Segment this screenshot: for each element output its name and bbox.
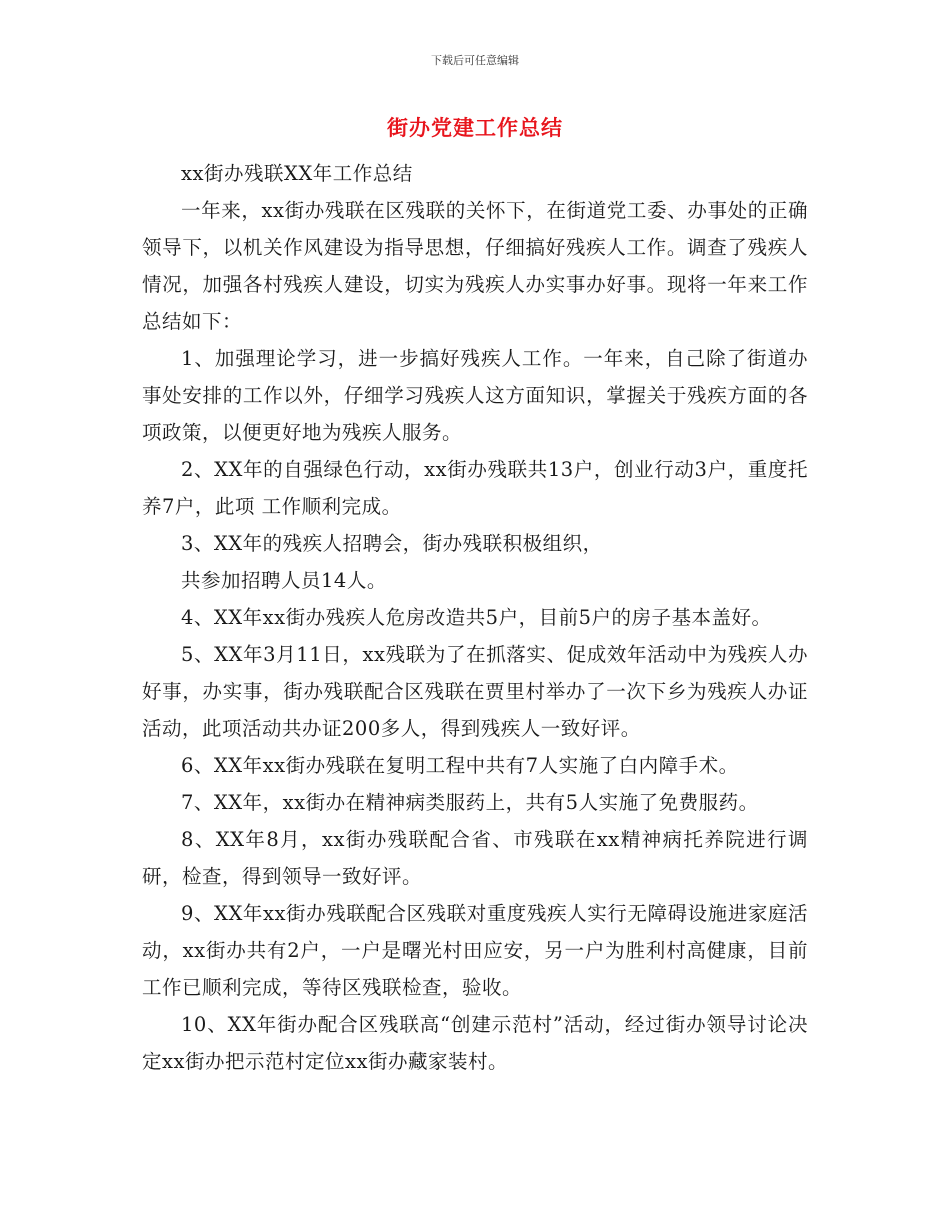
paragraph-item-8: 8、XX年8月，xx街办残联配合省、市残联在xx精神病托养院进行调研，检查，得到领导一致好评。 [142, 828, 808, 888]
paragraph-item-3-continued: 共参加招聘人员14人。 [181, 569, 387, 592]
paragraph-subtitle: xx街办残联XX年工作总结 [181, 162, 413, 185]
paragraph-item-5: 5、XX年3月11日，xx残联为了在抓落实、促成效年活动中为残疾人办好事，办实事，街办残联配合区残联在贾里村举办了一次下乡为残疾人办证活动，此项活动共办证200多人，得到残疾人一致好评。 [142, 643, 808, 740]
paragraph-item-2: 2、XX年的自强绿色行动，xx街办残联共13户，创业行动3户，重度托养7户，此项 工作顺利完成。 [142, 458, 808, 518]
document-title: 街办党建工作总结 [387, 116, 563, 140]
paragraph-item-9: 9、XX年xx街办残联配合区残联对重度残疾人实行无障碍设施进家庭活动，xx街办共有2户，一户是曙光村田应安，另一户为胜利村高健康，目前工作已顺利完成，等待区残联检查，验收。 [142, 902, 808, 999]
paragraph-intro: 一年来，xx街办残联在区残联的关怀下，在街道党工委、办事处的正确领导下，以机关作风建设为指导思想，仔细搞好残疾人工作。调查了残疾人情况，加强各村残疾人建设，切实为残疾人办实事办好事。现将一年来工作总结如下： [142, 199, 808, 333]
paragraph-item-6: 6、XX年xx街办残联在复明工程中共有7人实施了白内障手术。 [181, 754, 739, 777]
header-note: 下载后可任意编辑 [431, 54, 519, 67]
paragraph-item-4: 4、XX年xx街办残疾人危房改造共5户，目前5户的房子基本盖好。 [181, 606, 772, 629]
paragraph-item-7: 7、XX年，xx街办在精神病类服药上，共有5人实施了免费服药。 [181, 791, 759, 814]
paragraph-item-3: 3、XX年的残疾人招聘会，街办残联积极组织， [181, 532, 603, 555]
paragraph-item-1: 1、加强理论学习，进一步搞好残疾人工作。一年来，自己除了街道办事处安排的工作以外，仔细学习残疾人这方面知识，掌握关于残疾方面的各项政策，以便更好地为残疾人服务。 [142, 347, 808, 444]
document-body [142, 155, 808, 1080]
paragraph-item-10: 10、XX年街办配合区残联高“创建示范村”活动，经过街办领导讨论决定xx街办把示范村定位xx街办藏家装村。 [142, 1013, 808, 1073]
